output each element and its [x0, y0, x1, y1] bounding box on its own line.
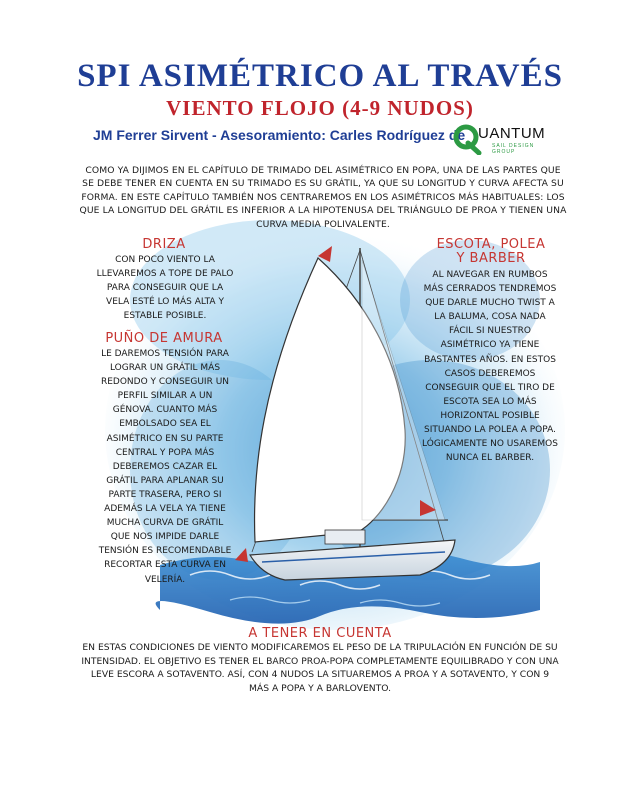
driza-text: CON POCO VIENTO LA LLEVAREMOS A TOPE DE PALO PARA CONSEGUIR QUE LA VELA ESTÉ LO MÁS ALTA Y ESTABLE POSIBLE. [96, 255, 234, 322]
escota-heading [418, 238, 564, 266]
footer-text: EN ESTAS CONDICIONES DE VIENTO MODIFICAREMOS EL PESO DE LA TRIPULACIÓN EN FUNCIÓN DE SU INTENSIDAD. EL OBJETIVO ES TENER EL BARCO PROA-POPA COMPLETAMENTE EQUILIBRADO Y CON UNA LEVE ESCORA A SOTAVENTO. ASÍ, CON 4 NUDOS LA SITUAREMOS A PROA Y A SOTAVENTO, Y CON 9 MÁS A POPA Y A BARLOVENTO. [81, 642, 559, 694]
credits [93, 127, 465, 143]
escota-heading-line2: Y BARBER [456, 251, 526, 266]
escota-heading-line1: ESCOTA, POLEA [436, 237, 546, 252]
logo-tagline: SAIL DESIGN GROUP [492, 143, 535, 155]
amura-heading: PUÑO DE AMURA [105, 331, 223, 346]
page-subtitle: VIENTO FLOJO (4-9 NUDOS) [166, 96, 474, 120]
amura-text: LE DAREMOS TENSIÓN PARA LOGRAR UN GRÁTIL MÁS REDONDO Y CONSEGUIR UN PERFIL SIMILAR A UN GÉNOVA. CUANTO MÁS EMBOLSADO SEA EL ASIMÉTRICO EN SU PARTE CENTRAL Y POPA MÁS DEBEREMOS CAZAR EL GRÁTIL PARA APLANAR SU PARTE TRASERA, PERO SI ADEMÁS LA VELA YA TIENE MUCHA CURVA DE GRÁTIL QUE NOS IMPIDE DARLE TENSIÓN ES RECOMENDABLE RECORTAR ESTA CURVA EN VELERÍA. [98, 349, 232, 585]
advisor-credit: Asesoramiento: Carles Rodríguez de [220, 127, 466, 143]
quantum-logo [452, 125, 552, 155]
escota-text: AL NAVEGAR EN RUMBOS MÁS CERRADOS TENDREMOS QUE DARLE MUCHO TWIST A LA BALUMA, COSA NADA FÁCIL SI NUESTRO ASIMÉTRICO YA TIENE BASTANTES AÑOS. EN ESTOS CASOS DEBEREMOS CONSEGUIR QUE EL TIRO DE ESCOTA SEA LO MÁS HORIZONTAL POSIBLE SITUANDO LA POLEA A POPA. LÓGICAMENTE NO USAREMOS NUNCA EL BARBER. [422, 270, 558, 464]
page-title: SPI ASIMÉTRICO AL TRAVÉS [77, 58, 563, 94]
intro-paragraph: COMO YA DIJIMOS EN EL CAPÍTULO DE TRIMADO DEL ASIMÉTRICO EN POPA, UNA DE LAS PARTES QUE SE DEBE TENER EN CUENTA EN SU TRIMADO ES SU GRÁTIL, YA QUE SU LONGITUD Y CURVA AFECTA SU FORMA. EN ESTE CAPÍTULO TAMBIÉN NOS CENTRAREMOS EN LOS ASIMÉTRICOS MÁS HABITUALES: LOS QUE LA LONGITUD DEL GRÁTIL ES INFERIOR A LA HIPOTENUSA DEL TRIÁNGULO DE PROA Y TIENEN UNA CURVA MEDIA POLIVALENTE. [79, 165, 567, 230]
driza-heading: DRIZA [142, 237, 186, 252]
logo-wordmark: UANTUM [478, 125, 546, 142]
author-credit: JM Ferrer Sirvent - [93, 127, 221, 143]
footer-heading: A TENER EN CUENTA [248, 626, 392, 641]
